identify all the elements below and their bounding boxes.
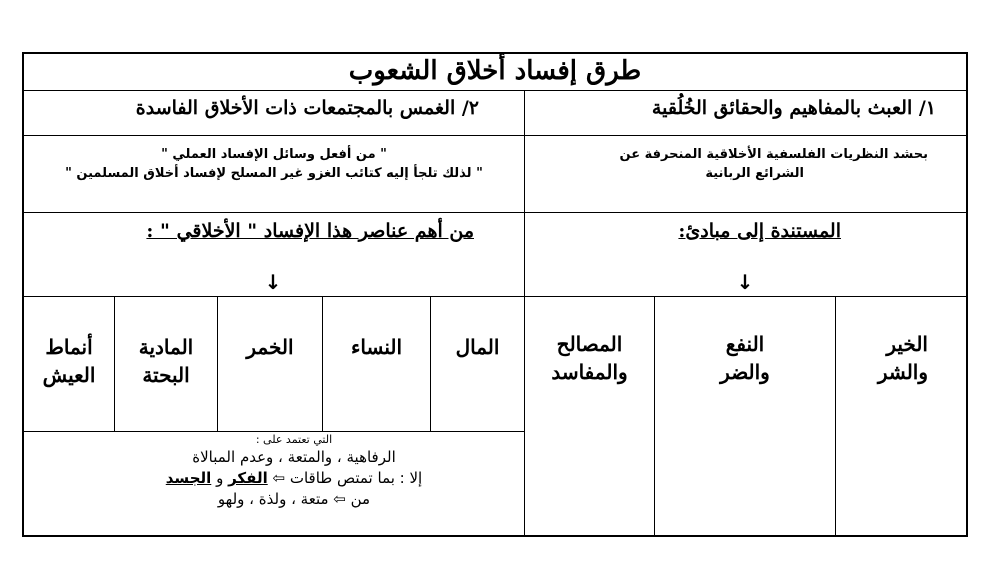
rule-center: [524, 90, 525, 536]
right-item-benefit-harm: النفع والضر: [720, 332, 770, 384]
right-description: [526, 145, 966, 205]
left-quote-line-1: " من أفعل وسائل الإفساد العملي ": [161, 147, 387, 162]
right-item-good-evil: الخير والشر: [877, 332, 928, 384]
left-subheading: من أهم عناصر هذا الإفساد " الأخلاقي " :: [146, 220, 474, 242]
rule-under-items-left: [22, 431, 525, 432]
note-word-thought: الفكر: [228, 469, 268, 487]
right-description-line-1: بحشد النظريات الفلسفية الأخلاقية المنحرفة عن: [619, 147, 928, 162]
rule-under-title: [22, 90, 968, 91]
right-down-arrow-icon: ↓: [736, 270, 754, 294]
rule-bottom: [22, 535, 968, 537]
note-line-4: من ⇦ متعة ، ولذة ، ولهو: [217, 490, 371, 508]
left-item-women: النساء: [350, 335, 403, 359]
rule-under-headings: [22, 135, 968, 136]
left-heading: ٢/ الغمس بالمجتمعات ذات الأخلاق الفاسدة: [135, 97, 479, 119]
left-item-money: المال: [455, 335, 500, 359]
left-item-wine: الخمر: [246, 335, 294, 359]
right-description-line-2: الشرائع الربانية: [705, 166, 804, 181]
rule-top: [22, 52, 968, 54]
left-item-materialism: المادية البحتة: [138, 335, 194, 387]
rule-under-arrows: [22, 296, 968, 297]
right-item-interests-harms: المصالح والمفاسد: [551, 332, 628, 384]
left-item-lifestyles: أنماط العيش: [42, 335, 96, 387]
note-word-body: الجسد: [165, 469, 212, 487]
right-heading: ١/ العبث بالمفاهيم والحقائق الخُلُقية: [651, 97, 936, 119]
left-down-arrow-icon: ↓: [264, 270, 282, 294]
note-line-3: إلا : بما تمتص طاقات ⇦ الفكر و الجسد: [165, 469, 423, 487]
right-subheading: المستندة إلى مبادئ:: [678, 220, 841, 242]
note-line-2: الرفاهية ، والمتعة ، وعدم المبالاة: [192, 448, 396, 466]
rule-under-descriptions: [22, 212, 968, 213]
rule-right: [966, 52, 968, 537]
left-quote: [24, 145, 524, 205]
page-title: طرق إفساد أخلاق الشعوب: [348, 56, 642, 86]
note-line-1: التي تعتمد على :: [255, 433, 333, 446]
left-quote-line-2: " لذلك تلجأ إليه كتائب الغزو غير المسلح لإفساد أخلاق المسلمين ": [65, 166, 483, 181]
left-note: [24, 433, 524, 533]
